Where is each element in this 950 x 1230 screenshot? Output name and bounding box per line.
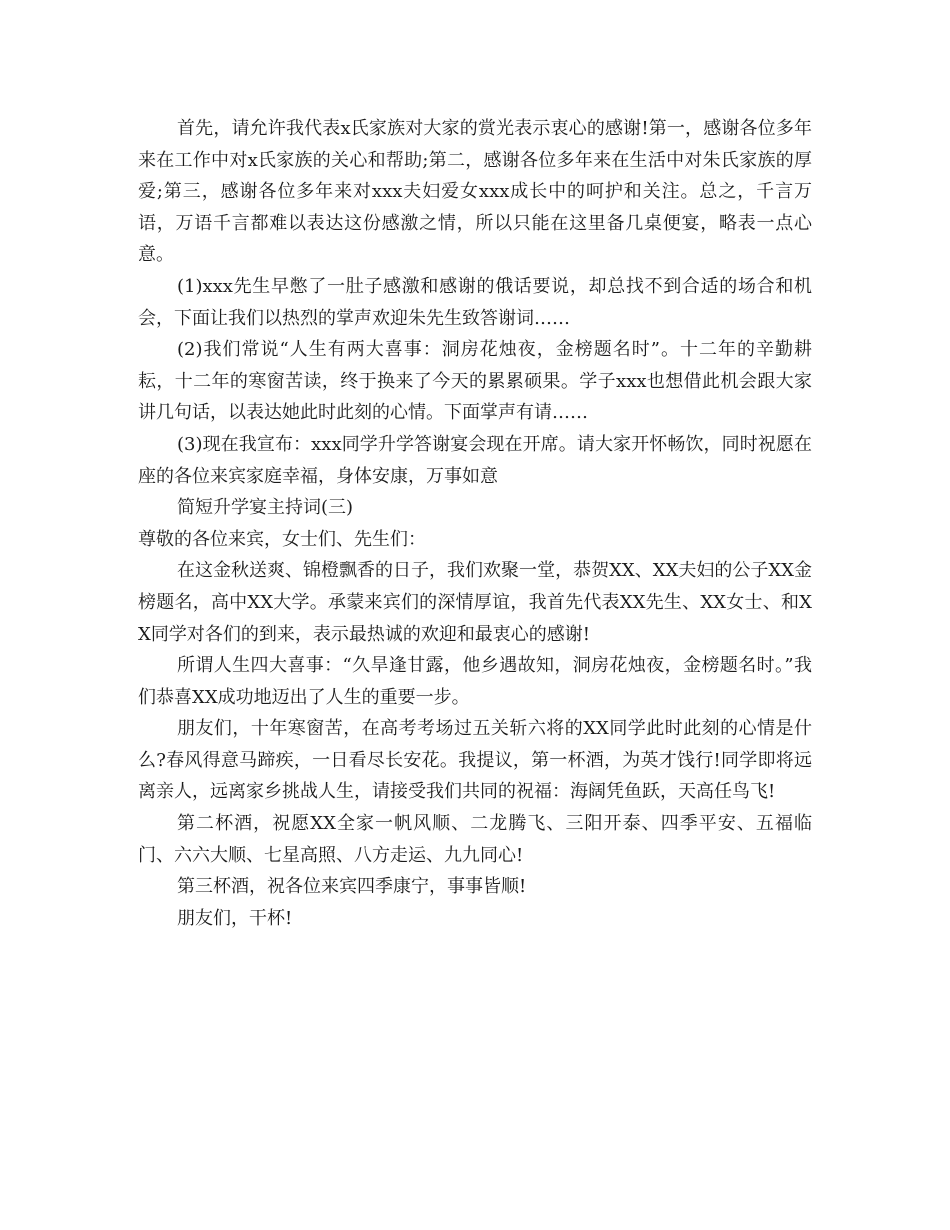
section-heading: 简短升学宴主持词(三) <box>177 497 354 519</box>
paragraph-item-2: (2)我们常说“人生有两大喜事：洞房花烛夜，金榜题名时”。十二年的辛勤耕耘，十二年的寒窗苦读，终于换来了今天的累累硕果。学子xxx也想借此机会跟大家讲几句话，以表达她此时此刻的心情。下面掌声有请…… <box>138 339 812 424</box>
paragraph-first-toast: 朋友们，十年寒窗苦，在高考考场过五关斩六将的XX同学此时此刻的心情是什么?春风得意马蹄疾，一日看尽长安花。我提议，第一杯酒，为英才饯行!同学即将远离亲人，远离家乡挑战人生，请接受我们共同的祝福：海阔凭鱼跃，天高任鸟飞! <box>138 718 812 803</box>
paragraph-welcome: 在这金秋送爽、锦橙飘香的日子，我们欢聚一堂，恭贺XX、XX夫妇的公子XX金榜题名，高中XX大学。承蒙来宾们的深情厚谊，我首先代表XX先生、XX女士、和XX同学对各们的到来，表示最热诚的欢迎和最衷心的感谢! <box>138 560 812 645</box>
salutation: 尊敬的各位来宾，女士们、先生们： <box>138 528 426 550</box>
paragraph-third-toast: 第三杯酒，祝各位来宾四季康宁，事事皆顺! <box>177 876 527 898</box>
paragraph-second-toast: 第二杯酒，祝愿XX全家一帆风顺、二龙腾飞、三阳开泰、四季平安、五福临门、六六大顺、七星高照、八方走运、九九同心! <box>138 813 812 866</box>
paragraph-item-1: (1)xxx先生早憋了一肚子感激和感谢的俄话要说，却总找不到合适的场合和机会，下面让我们以热烈的掌声欢迎朱先生致答谢词…… <box>138 275 812 329</box>
paragraph-item-3: (3)现在我宣布：xxx同学升学答谢宴会现在开席。请大家开怀畅饮，同时祝愿在座的各位来宾家庭幸福，身体安康，万事如意 <box>138 433 812 487</box>
paragraph-thanks: 首先，请允许我代表x氏家族对大家的赏光表示衷心的感谢!第一，感谢各位多年来在工作中对x氏家族的关心和帮助;第二，感谢各位多年来在生活中对朱氏家族的厚爱;第三，感谢各位多年来对xxx夫妇爱女xxx成长中的呵护和关注。总之，千言万语，万语千言都难以表达这份感激之情，所以只能在这里备几桌便宴，略表一点心意。 <box>138 118 812 266</box>
paragraph-cheers: 朋友们，干杯! <box>177 907 293 929</box>
paragraph-four-joys: 所谓人生四大喜事：“久旱逢甘露，他乡遇故知，洞房花烛夜，金榜题名时。”我们恭喜XX成功地迈出了人生的重要一步。 <box>138 655 812 708</box>
